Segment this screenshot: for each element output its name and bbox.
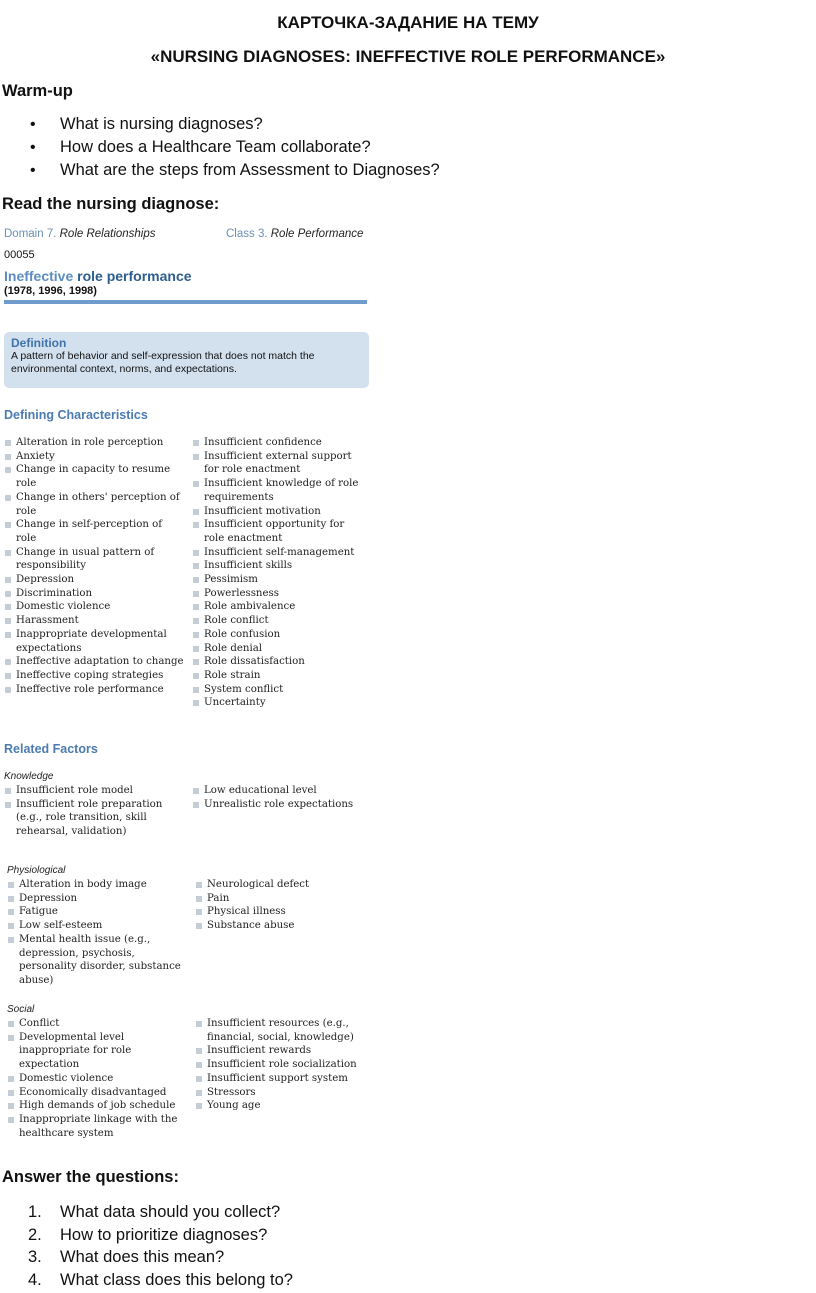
diagnosis-modifier: Ineffective [4,268,74,284]
list-item: Inappropriate linkage with the healthcare system [7,1113,187,1140]
list-item: Insufficient support system [195,1072,365,1086]
knowledge-left-list [4,784,184,839]
domain-name: Role Relationships [59,228,156,240]
list-item: Insufficient opportunity for role enactment [192,518,362,545]
list-item: • How does a Healthcare Team collaborate? [0,136,440,159]
warmup-list [0,113,440,182]
class-label: Class 3. [226,228,268,240]
diagnosis-years: (1978, 1996, 1998) [4,285,97,297]
list-item: Substance abuse [195,919,365,933]
list-item: Ineffective adaptation to change [4,655,184,669]
domain-label: Domain 7. [4,228,57,240]
list-item: Stressors [195,1086,365,1100]
read-heading: Read the nursing diagnose: [2,195,220,213]
list-item: Insufficient skills [192,559,362,573]
domain-line [4,228,156,240]
list-item: Change in capacity to resume role [4,463,184,490]
divider [4,300,367,304]
defining-left-list [4,436,184,696]
question-text: What does this mean? [60,1248,225,1266]
class-line [226,228,363,240]
list-item: Role confusion [192,628,362,642]
list-item: Alteration in role perception [4,436,184,450]
list-item: Domestic violence [7,1072,187,1086]
answer-list [0,1201,293,1291]
list-item: Inappropriate developmental expectations [4,628,184,655]
list-item: Harassment [4,614,184,628]
definition-label: Definition [11,336,67,350]
list-item: Depression [4,573,184,587]
list-item: Young age [195,1099,365,1113]
list-item: Insufficient role socialization [195,1058,365,1072]
list-item: Role strain [192,669,362,683]
list-item: 2. How to prioritize diagnoses? [28,1225,268,1244]
question-text: What data should you collect? [60,1203,281,1221]
diagnosis-figure [0,218,380,1148]
defining-heading: Defining Characteristics [4,408,148,422]
physiological-right-list [195,878,365,933]
definition-box [4,332,369,388]
list-item: Insufficient rewards [195,1044,365,1058]
list-item: 4. What class does this belong to? [28,1270,293,1289]
list-item: Ineffective role performance [4,683,184,697]
list-item: Neurological defect [195,878,365,892]
list-item: Insufficient self-management [192,546,362,560]
list-item: Insufficient confidence [192,436,362,450]
list-item: System conflict [192,683,362,697]
diagnosis-name [4,268,192,284]
list-item: Change in self-perception of role [4,518,184,545]
list-item: Insufficient knowledge of role requirements [192,477,362,504]
list-item: Mental health issue (e.g., depression, psychosis, personality disorder, substance abuse) [7,933,187,988]
list-item: Physical illness [195,905,365,919]
defining-right-list [192,436,362,710]
list-item: Depression [7,892,187,906]
list-item: Alteration in body image [7,878,187,892]
warmup-heading: Warm-up [2,82,73,100]
diagnosis-focus: role performance [77,268,192,284]
question-text: What class does this belong to? [60,1270,293,1289]
list-item: Domestic violence [4,600,184,614]
knowledge-right-list [192,784,362,811]
class-name: Role Performance [270,228,364,240]
list-item: Developmental level inappropriate for role expectation [7,1031,187,1072]
list-item: Unrealistic role expectations [192,798,362,812]
list-item: Insufficient external support for role enactment [192,450,362,477]
list-item: 1. What data should you collect? [28,1203,281,1221]
list-item: Fatigue [7,905,187,919]
list-item: Low self-esteem [7,919,187,933]
list-item: High demands of job schedule [7,1099,187,1113]
list-item: Change in others' perception of role [4,491,184,518]
list-item: Pain [195,892,365,906]
social-label: Social [7,1004,35,1015]
list-item: Discrimination [4,587,184,601]
list-item: Economically disadvantaged [7,1086,187,1100]
card-title: КАРТОЧКА-ЗАДАНИЕ НА ТЕМУ [277,13,539,32]
social-left-list [7,1017,187,1140]
list-item: 3. What does this mean? [28,1248,225,1266]
list-item: Change in usual pattern of responsibility [4,546,184,573]
physiological-label: Physiological [7,865,66,876]
question-text: How to prioritize diagnoses? [60,1225,268,1244]
list-item: Insufficient role preparation (e.g., role transition, skill rehearsal, validation) [4,798,184,839]
list-item: Role dissatisfaction [192,655,362,669]
answer-heading: Answer the questions: [2,1168,179,1186]
card-topic: «NURSING DIAGNOSES: INEFFECTIVE ROLE PERFORMANCE» [150,47,666,66]
list-item: Role ambivalence [192,600,362,614]
knowledge-label: Knowledge [4,771,54,782]
list-item: Insufficient role model [4,784,184,798]
list-item: Pessimism [192,573,362,587]
list-item: Role denial [192,642,362,656]
related-heading: Related Factors [4,742,98,756]
diagnosis-code: 00055 [4,249,35,261]
list-item: Insufficient motivation [192,505,362,519]
list-item: Insufficient resources (e.g., financial, social, knowledge) [195,1017,365,1044]
list-item: • What is nursing diagnoses? [0,113,440,136]
list-item: Ineffective coping strategies [4,669,184,683]
list-item: Uncertainty [192,696,362,710]
list-item: Low educational level [192,784,362,798]
list-item: Conflict [7,1017,187,1031]
list-item: Powerlessness [192,587,362,601]
physiological-left-list [7,878,187,988]
definition-text: A pattern of behavior and self-expression that does not match the environmental context, norms, and expectations. [11,350,315,375]
list-item: Role conflict [192,614,362,628]
social-right-list [195,1017,365,1113]
list-item: • What are the steps from Assessment to Diagnoses? [0,159,440,182]
list-item: Anxiety [4,450,184,464]
